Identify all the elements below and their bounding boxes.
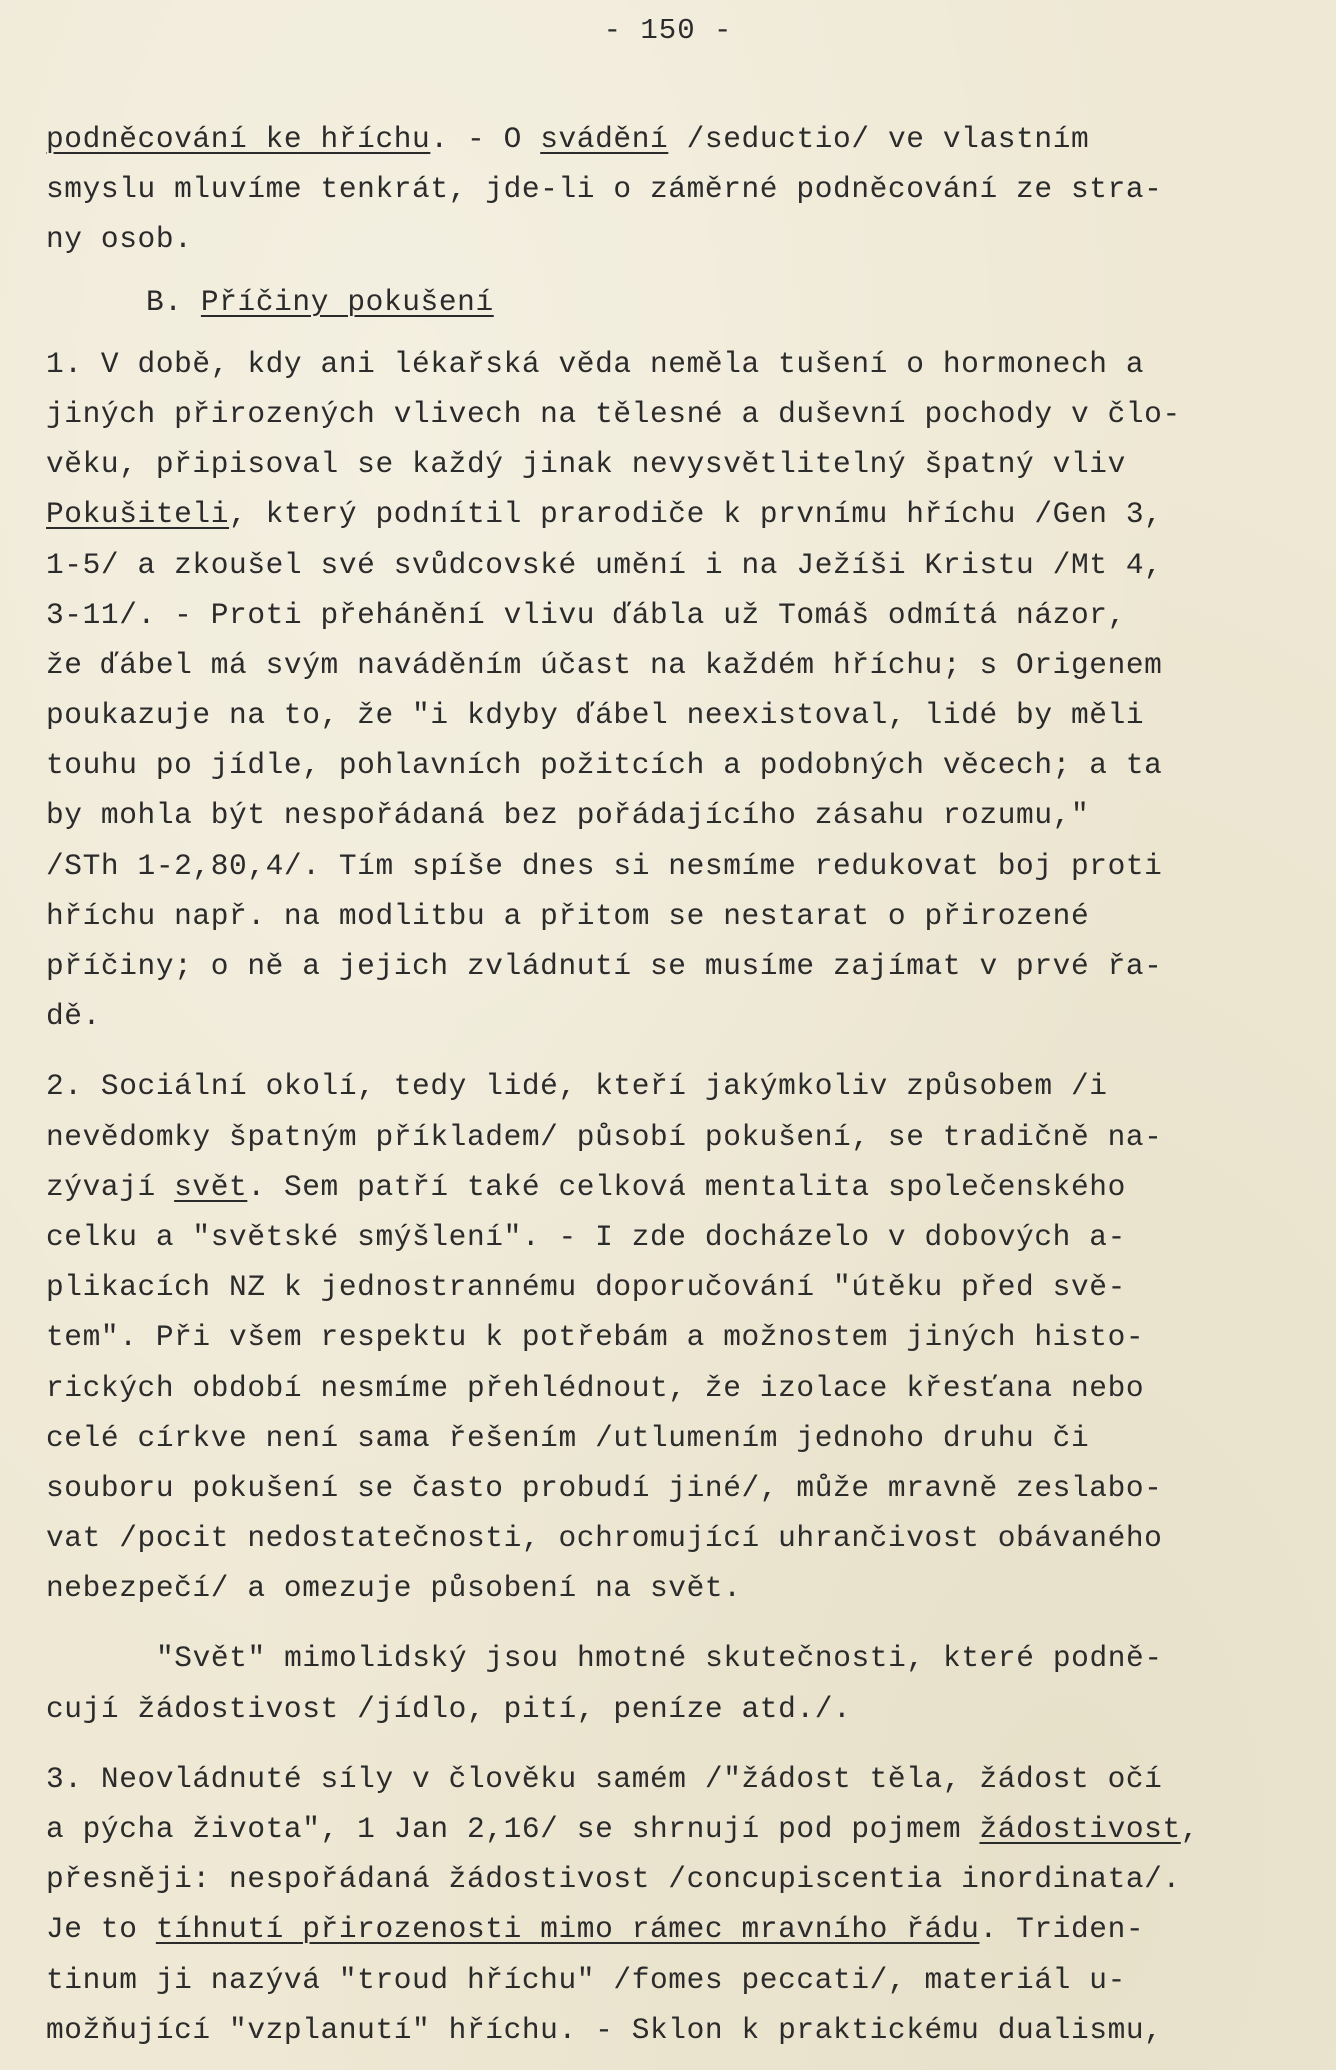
text-segment: přesněji: nespořádaná žádostivost /concupiscentia inordinata/. <box>46 1862 1181 1897</box>
underlined-term: svět <box>174 1169 248 1204</box>
text-segment: zývají <box>46 1169 175 1204</box>
text-segment: věku, připisoval se každý jinak nevysvětlitelný špatný vliv <box>46 447 1126 482</box>
text-segment: /seductio/ ve vlastním <box>668 122 1090 156</box>
paragraph-spacing <box>46 265 1326 277</box>
text-segment: plikacích NZ k jednostrannému doporučování "útěku před svě- <box>46 1270 1126 1305</box>
text-line <box>46 489 1326 539</box>
text-line <box>46 740 1326 790</box>
text-segment: dě. <box>46 999 101 1034</box>
text-segment: . Triden- <box>979 1912 1145 1947</box>
text-line <box>46 540 1326 590</box>
text-line <box>46 1262 1326 1312</box>
text-line <box>46 1413 1326 1463</box>
text-segment: touhu po jídle, pohlavních požitcích a podobných věcech; a ta <box>46 748 1163 783</box>
text-line <box>46 941 1326 991</box>
text-line <box>46 1754 1326 1804</box>
text-line <box>46 1212 1326 1262</box>
section-heading <box>46 277 1326 327</box>
paragraph-spacing <box>46 327 1326 339</box>
text-segment: tem". Při všem respektu k potřebám a možnostem jiných histo- <box>46 1320 1145 1355</box>
text-segment: 3. Neovládnuté síly v člověku samém /"žádost těla, žádost očí <box>46 1761 1163 1796</box>
text-line <box>46 1112 1326 1162</box>
text-segment: jiných přirozených vlivech na tělesné a duševní pochody v člo- <box>46 396 1181 431</box>
text-segment: a pýcha života", 1 Jan 2,16/ se shrnují pod pojmem <box>46 1812 980 1846</box>
text-line <box>46 1633 1326 1683</box>
text-segment: souboru pokušení se často probudí jiné/, může mravně zeslabo- <box>46 1470 1163 1505</box>
underlined-term: žádostivost <box>979 1812 1181 1846</box>
text-line <box>46 690 1326 740</box>
text-line <box>46 1563 1326 1613</box>
underlined-term: Příčiny pokušení <box>200 284 494 319</box>
text-line <box>46 1955 1326 2005</box>
text-line <box>46 1463 1326 1513</box>
text-segment: B. <box>146 284 201 319</box>
text-line <box>46 2005 1326 2055</box>
text-segment: smyslu mluvíme tenkrát, jde-li o záměrné podněcování ze stra- <box>46 172 1163 207</box>
text-segment: /STh 1-2,80,4/. Tím spíše dnes si nesmíme redukovat boj proti <box>46 848 1163 883</box>
text-line <box>46 1312 1326 1362</box>
text-line <box>46 991 1326 1041</box>
text-segment: celé církve není sama řešením /utlumením jednoho druhu či <box>46 1420 1090 1455</box>
text-segment: možňující "vzplanutí" hříchu. - Sklon k praktickému dualismu, <box>46 2012 1163 2047</box>
text-segment: hříchu např. na modlitbu a přitom se nestarat o přirozené <box>46 898 1090 933</box>
text-line <box>46 590 1326 640</box>
text-line <box>46 891 1326 941</box>
text-segment: celku a "světské smýšlení". - I zde docházelo v dobových a- <box>46 1219 1126 1254</box>
text-line <box>46 1061 1326 1111</box>
text-segment: ny osob. <box>46 222 193 257</box>
paragraph-spacing <box>46 1613 1326 1633</box>
paragraph-spacing <box>46 1734 1326 1754</box>
text-segment: 3-11/. - Proti přehánění vlivu ďábla už Tomáš odmítá názor, <box>46 597 1126 632</box>
document-body <box>46 114 1326 2055</box>
text-segment: vat /pocit nedostatečnosti, ochromující uhrančivost obávaného <box>46 1521 1163 1556</box>
text-line <box>46 790 1326 840</box>
text-line <box>46 1804 1326 1854</box>
text-segment: . - O <box>430 122 541 156</box>
text-line <box>46 640 1326 690</box>
paragraph-spacing <box>46 1041 1326 1061</box>
text-line <box>46 1162 1326 1212</box>
underlined-term: Pokušiteli <box>46 497 230 532</box>
text-segment: tinum ji nazývá "troud hříchu" /fomes peccati/, materiál u- <box>46 1962 1126 1997</box>
text-segment: poukazuje na to, že "i kdyby ďábel neexistoval, lidé by měli <box>46 698 1145 733</box>
text-line <box>46 389 1326 439</box>
text-segment: rických období nesmíme přehlédnout, že izolace křesťana nebo <box>46 1370 1145 1405</box>
text-line <box>46 1904 1326 1954</box>
text-segment: 2. Sociální okolí, tedy lidé, kteří jakýmkoliv způsobem /i <box>46 1069 1108 1104</box>
underlined-term: podněcování ke hříchu <box>46 122 431 156</box>
text-segment: "Svět" mimolidský jsou hmotné skutečnosti, které podně- <box>156 1641 1163 1676</box>
text-segment: nevědomky špatným příkladem/ působí pokušení, se tradičně na- <box>46 1119 1163 1154</box>
text-segment: cují žádostivost /jídlo, pití, peníze atd./. <box>46 1691 852 1726</box>
text-segment: příčiny; o ně a jejich zvládnutí se musíme zajímat v prvé řa- <box>46 949 1163 983</box>
text-line <box>46 214 1326 264</box>
text-line <box>46 841 1326 891</box>
underlined-term: tíhnutí přirozenosti mimo rámec mravního řádu <box>155 1912 980 1947</box>
text-line <box>46 1363 1326 1413</box>
text-segment: , který podnítil prarodiče k prvnímu hříchu /Gen 3, <box>229 497 1163 532</box>
text-line <box>46 339 1326 389</box>
page-number: - 150 - <box>603 14 733 47</box>
text-line <box>46 114 1326 164</box>
text-segment: . Sem patří také celková mentalita společenského <box>247 1169 1126 1204</box>
text-segment: , <box>1180 1812 1200 1846</box>
text-segment: by mohla být nespořádaná bez pořádajícího zásahu rozumu," <box>46 798 1090 833</box>
text-segment: Je to <box>46 1912 156 1947</box>
text-segment: 1-5/ a zkoušel své svůdcovské umění i na Ježíši Kristu /Mt 4, <box>46 547 1163 582</box>
text-line <box>46 439 1326 489</box>
text-segment: 1. V době, kdy ani lékařská věda neměla tušení o hormonech a <box>46 346 1145 381</box>
text-segment: nebezpečí/ a omezuje působení na svět. <box>46 1571 742 1606</box>
text-line <box>46 1854 1326 1904</box>
text-line <box>46 1684 1326 1734</box>
text-line <box>46 164 1326 214</box>
underlined-term: svádění <box>540 122 669 156</box>
text-line <box>46 1513 1326 1563</box>
text-segment: že ďábel má svým naváděním účast na každém hříchu; s Origenem <box>46 647 1163 682</box>
